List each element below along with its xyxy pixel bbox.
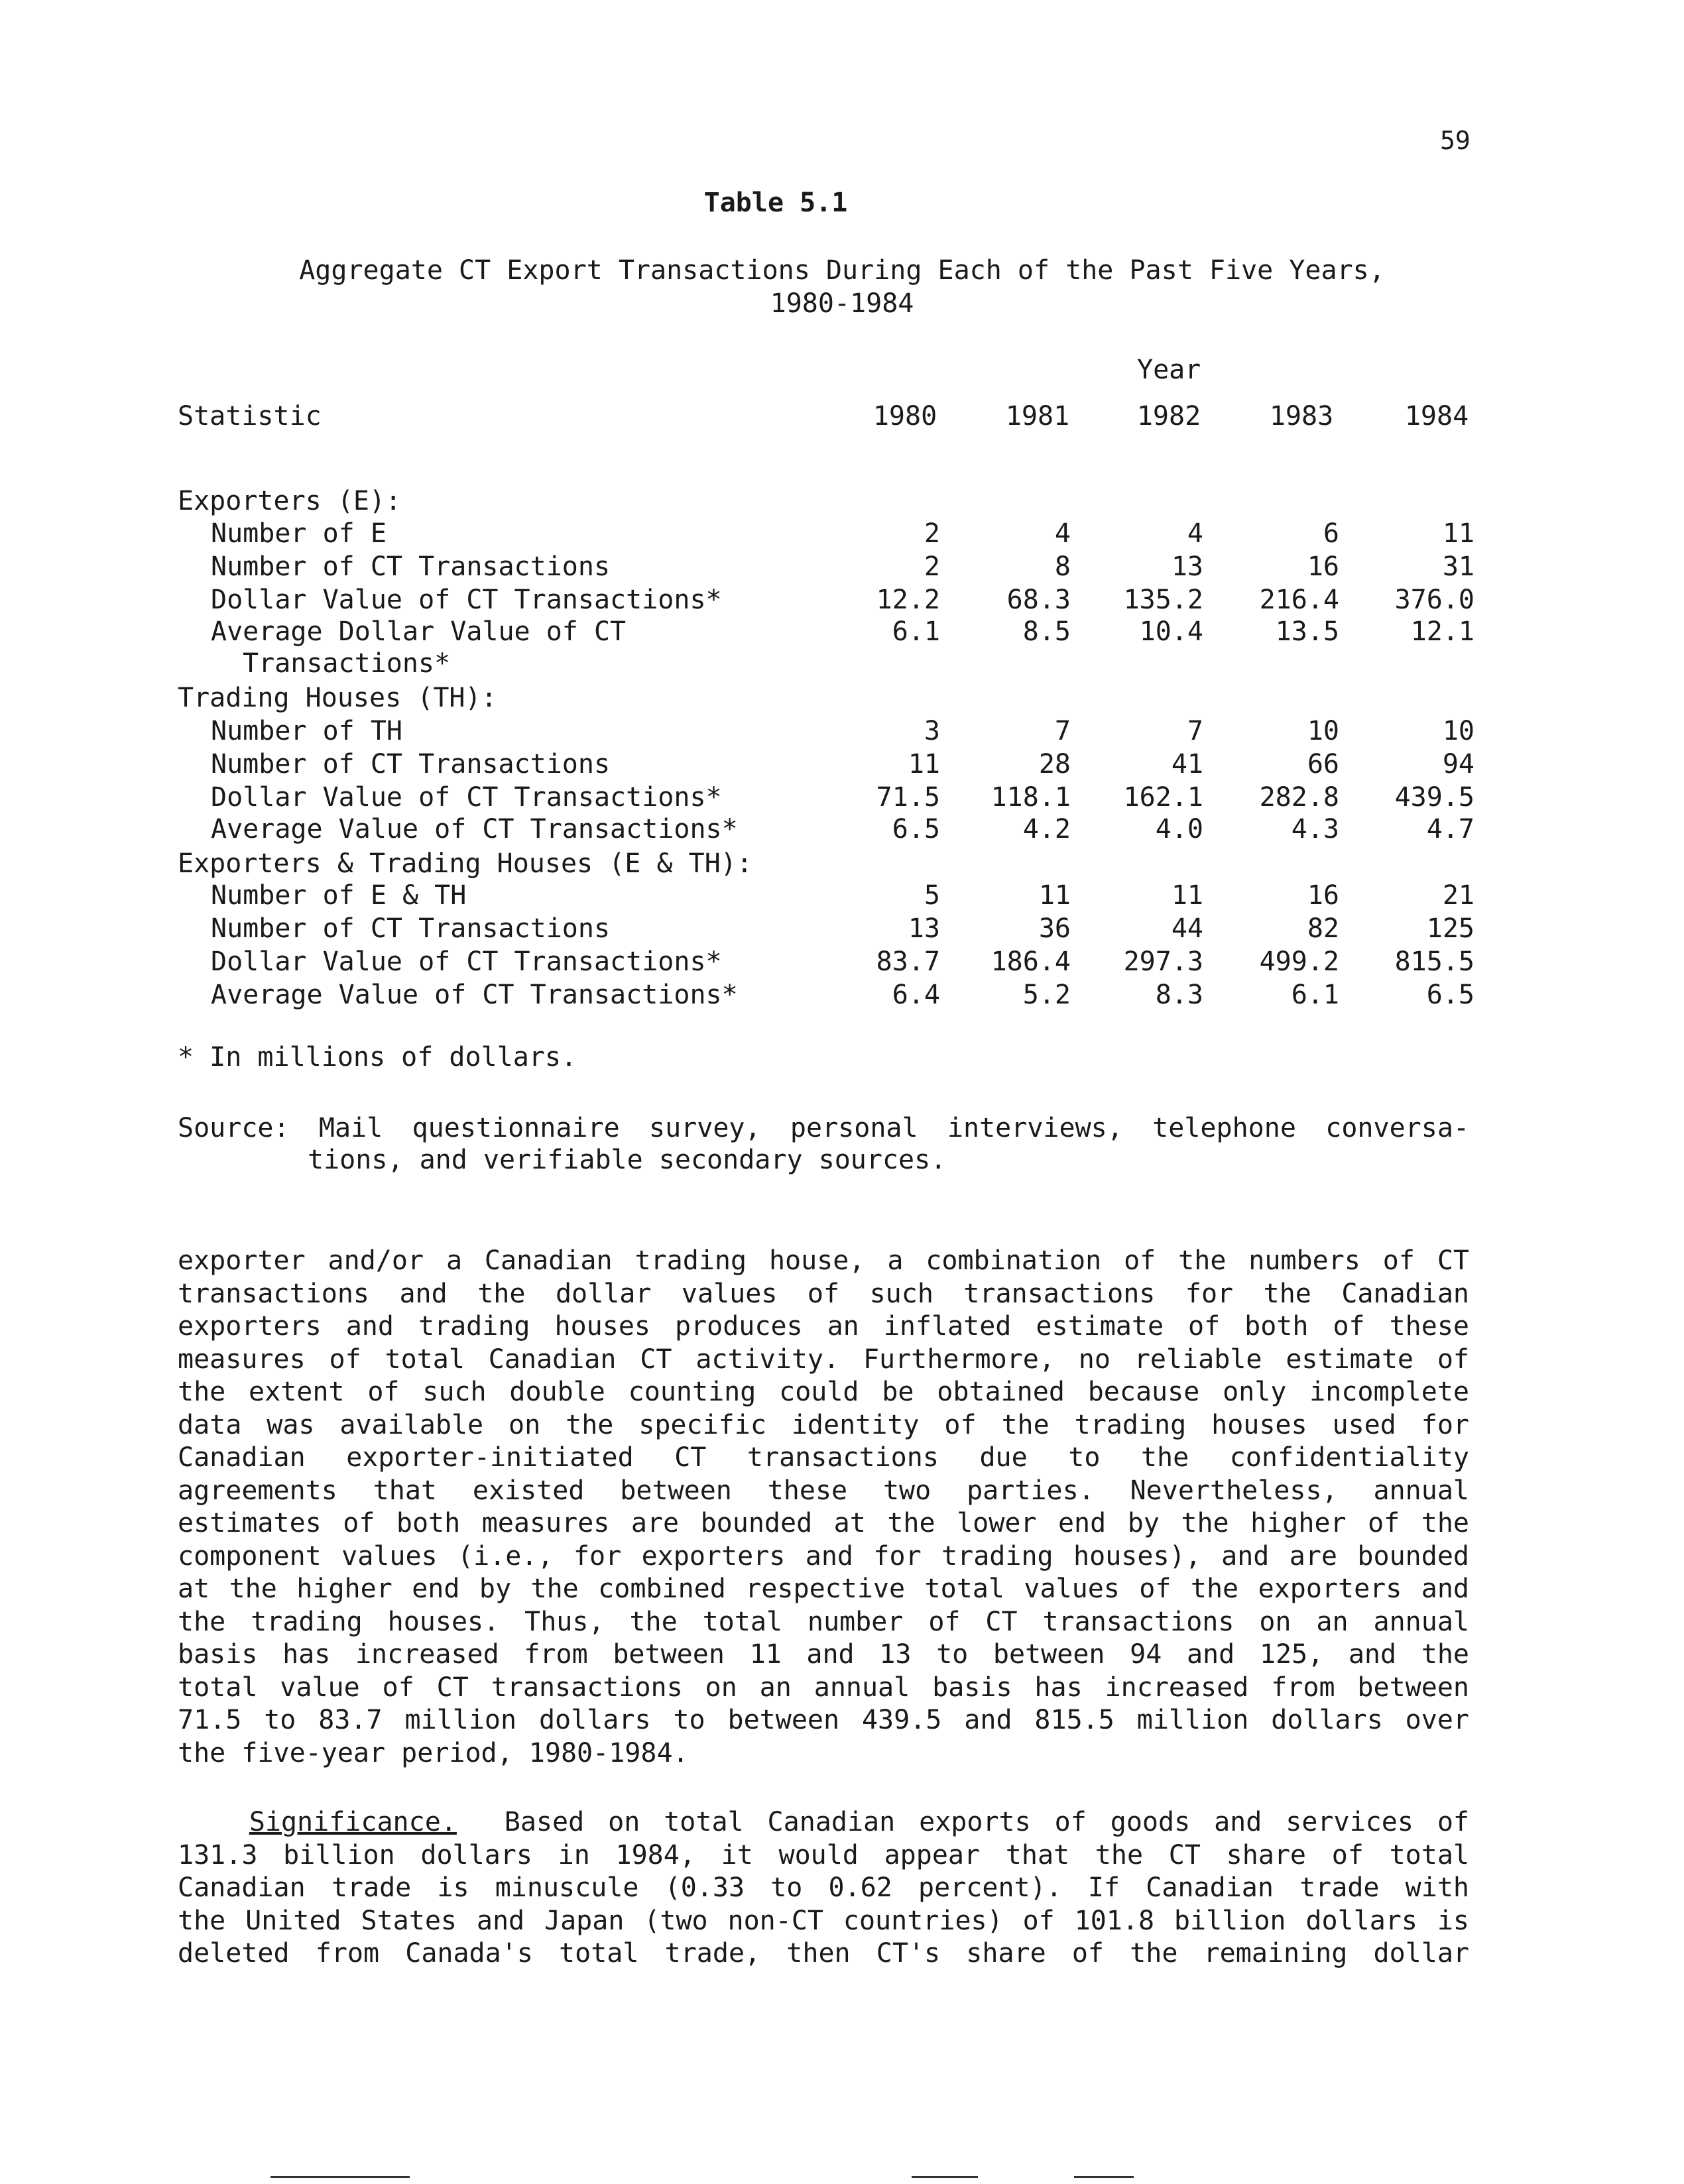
- paragraph-line: transactions and the dollar values of such transactions for the Canadian: [178, 1278, 1469, 1309]
- cell-1980: 2: [924, 518, 940, 549]
- table-row: [0, 913, 1684, 945]
- cell-1984: 439.5: [1394, 782, 1474, 813]
- cell-1981: 8: [1054, 551, 1071, 582]
- cell-1984: 376.0: [1394, 585, 1474, 615]
- cell-1982: 44: [1171, 913, 1203, 944]
- footer-rule: [1074, 2176, 1134, 2178]
- cell-1982: 162.1: [1123, 782, 1203, 813]
- paragraph-line: total value of CT transactions on an annual basis has increased from between: [178, 1672, 1469, 1703]
- paragraph-line: agreements that existed between these two parties. Nevertheless, annual: [178, 1475, 1469, 1506]
- table-row: [0, 947, 1684, 978]
- cell-1980: 6.1: [892, 616, 940, 647]
- paragraph-line: deleted from Canada's total trade, then CT's share of the remaining dollar: [178, 1938, 1469, 1969]
- row-label: Average Value of CT Transactions*: [211, 814, 738, 844]
- paragraph-line: exporters and trading houses produces an inflated estimate of both of these: [178, 1311, 1469, 1342]
- paragraph-line: at the higher end by the combined respective total values of the exporters and: [178, 1574, 1469, 1604]
- cell-1980: 2: [924, 551, 940, 582]
- cell-1982: 10.4: [1139, 616, 1203, 647]
- body-paragraph-2: [178, 1806, 1469, 1971]
- table-group-heading: Exporters (E):: [178, 486, 402, 516]
- row-label: Number of TH: [211, 716, 402, 746]
- cell-1981: 4.2: [1022, 814, 1071, 844]
- page-number: 59: [1440, 126, 1471, 155]
- cell-1983: 6: [1323, 518, 1339, 549]
- cell-1983: 82: [1307, 913, 1339, 944]
- year-header-1984: 1984: [1404, 401, 1469, 431]
- paragraph-line: [178, 1806, 1469, 1839]
- table-caption-line: Aggregate CT Export Transactions During Each of the Past Five Years,: [299, 255, 1385, 286]
- cell-1982: 11: [1171, 880, 1203, 911]
- table-group-heading: Exporters & Trading Houses (E & TH):: [178, 848, 752, 879]
- paragraph-line: the United States and Japan (two non-CT countries) of 101.8 billion dollars is: [178, 1905, 1469, 1936]
- paragraph-line: 71.5 to 83.7 million dollars to between 439.5 and 815.5 million dollars over: [178, 1705, 1469, 1735]
- cell-1981: 5.2: [1022, 980, 1071, 1010]
- cell-1982: 135.2: [1123, 585, 1203, 615]
- body-paragraph-1: [178, 1245, 1469, 1770]
- cell-1980: 6.4: [892, 980, 940, 1010]
- cell-1984: 21: [1442, 880, 1474, 911]
- cell-1984: 6.5: [1426, 980, 1474, 1010]
- table-row: [0, 518, 1684, 550]
- paragraph-line: measures of total Canadian CT activity. Furthermore, no reliable estimate of: [178, 1344, 1469, 1375]
- cell-1983: 6.1: [1291, 980, 1339, 1010]
- table-row: [0, 585, 1684, 616]
- table-row: [0, 880, 1684, 912]
- paragraph-line: data was available on the specific identity of the trading houses used for: [178, 1409, 1469, 1440]
- cell-1983: 16: [1307, 551, 1339, 582]
- table-group-heading: Trading Houses (TH):: [178, 683, 497, 713]
- cell-1981: 8.5: [1022, 616, 1071, 647]
- paragraph-line: Canadian exporter-initiated CT transactions due to the confidentiality: [178, 1442, 1469, 1473]
- table-row: [0, 749, 1684, 781]
- cell-1982: 41: [1171, 749, 1203, 779]
- year-header-1983: 1983: [1269, 401, 1334, 431]
- cell-1984: 815.5: [1394, 947, 1474, 977]
- year-header-1980: 1980: [872, 401, 937, 431]
- year-header-1981: 1981: [1005, 401, 1070, 431]
- cell-1983: 16: [1307, 880, 1339, 911]
- paragraph-line: the five-year period, 1980-1984.: [178, 1737, 689, 1768]
- row-label: Average Dollar Value of CT: [211, 616, 627, 647]
- row-label: Number of CT Transactions: [211, 749, 611, 779]
- cell-1980: 12.2: [876, 585, 940, 615]
- paragraph-line: 131.3 billion dollars in 1984, it would appear that the CT share of total: [178, 1839, 1469, 1870]
- cell-1980: 13: [908, 913, 940, 944]
- table-caption-line: 1980-1984: [770, 288, 914, 319]
- cell-1982: 13: [1171, 551, 1203, 582]
- row-label: Dollar Value of CT Transactions*: [211, 585, 722, 615]
- cell-1982: 297.3: [1123, 947, 1203, 977]
- paragraph-line: the extent of such double counting could be obtained because only incomplete: [178, 1377, 1469, 1407]
- cell-1981: 186.4: [991, 947, 1071, 977]
- row-label: Number of CT Transactions: [211, 551, 611, 582]
- cell-1984: 94: [1442, 749, 1474, 779]
- cell-1984: 12.1: [1410, 616, 1474, 647]
- table-row: [0, 782, 1684, 814]
- cell-1980: 5: [924, 880, 940, 911]
- table-title: Table 5.1: [703, 188, 848, 218]
- paragraph-line: basis has increased from between 11 and 13 to between 94 and 125, and the: [178, 1639, 1469, 1670]
- row-label: Number of E & TH: [211, 880, 467, 911]
- paragraph-line-text: Based on total Canadian exports of goods and services of: [504, 1807, 1470, 1837]
- footer-rule: [271, 2176, 410, 2178]
- source-line: Source: Mail questionnaire survey, personal interviews, telephone conversa-: [178, 1113, 1469, 1143]
- table-row: [0, 716, 1684, 748]
- year-header-1982: 1982: [1136, 401, 1201, 431]
- paragraph-line: Canadian trade is minuscule (0.33 to 0.62 percent). If Canadian trade with: [178, 1872, 1469, 1903]
- table-footnote: * In millions of dollars.: [178, 1042, 577, 1072]
- paragraph-line: the trading houses. Thus, the total number of CT transactions on an annual: [178, 1606, 1469, 1637]
- cell-1981: 4: [1054, 518, 1071, 549]
- row-label: Dollar Value of CT Transactions*: [211, 947, 722, 977]
- cell-1980: 83.7: [876, 947, 940, 977]
- table-row: [0, 551, 1684, 583]
- cell-1981: 11: [1038, 880, 1071, 911]
- cell-1983: 66: [1307, 749, 1339, 779]
- cell-1981: 7: [1054, 716, 1071, 746]
- cell-1984: 31: [1442, 551, 1474, 582]
- cell-1982: 4: [1187, 518, 1203, 549]
- footer-rule: [912, 2176, 978, 2178]
- row-label: Average Value of CT Transactions*: [211, 980, 738, 1010]
- cell-1983: 4.3: [1291, 814, 1339, 844]
- table-source: [178, 1112, 1469, 1176]
- paragraph-line: estimates of both measures are bounded at the lower end by the higher of the: [178, 1508, 1469, 1538]
- cell-1984: 125: [1426, 913, 1474, 944]
- cell-1984: 10: [1442, 716, 1474, 746]
- cell-1982: 4.0: [1155, 814, 1203, 844]
- cell-1984: 4.7: [1426, 814, 1474, 844]
- row-label: Number of CT Transactions: [211, 913, 611, 944]
- paragraph-2-lines: [178, 1839, 1469, 1971]
- table-row: [0, 616, 1684, 679]
- paragraph-line: component values (i.e., for exporters and for trading houses), and are bounded: [178, 1540, 1469, 1572]
- paragraph-line: exporter and/or a Canadian trading house, a combination of the numbers of CT: [178, 1245, 1469, 1276]
- row-label-continuation: Transactions*: [243, 648, 451, 679]
- cell-1983: 499.2: [1259, 947, 1339, 977]
- cell-1983: 216.4: [1259, 585, 1339, 615]
- cell-1984: 11: [1442, 518, 1474, 549]
- cell-1983: 13.5: [1275, 616, 1339, 647]
- cell-1980: 71.5: [876, 782, 940, 813]
- cell-1980: 11: [908, 749, 940, 779]
- cell-1981: 118.1: [991, 782, 1071, 813]
- row-label: Number of E: [211, 518, 387, 549]
- cell-1982: 8.3: [1155, 980, 1203, 1010]
- table-caption: [265, 254, 1419, 320]
- section-heading-significance: Significance.: [249, 1807, 457, 1837]
- table-row: [0, 980, 1684, 1011]
- cell-1983: 282.8: [1259, 782, 1339, 813]
- cell-1980: 6.5: [892, 814, 940, 844]
- cell-1983: 10: [1307, 716, 1339, 746]
- cell-1981: 28: [1038, 749, 1071, 779]
- cell-1981: 68.3: [1006, 585, 1071, 615]
- table-row: [0, 814, 1684, 846]
- source-line: tions, and verifiable secondary sources.: [308, 1145, 947, 1175]
- statistic-column-header: Statistic: [178, 401, 322, 431]
- cell-1981: 36: [1038, 913, 1071, 944]
- cell-1982: 7: [1187, 716, 1203, 746]
- year-column-group-header: Year: [1137, 355, 1201, 385]
- row-label: Dollar Value of CT Transactions*: [211, 782, 722, 813]
- cell-1980: 3: [924, 716, 940, 746]
